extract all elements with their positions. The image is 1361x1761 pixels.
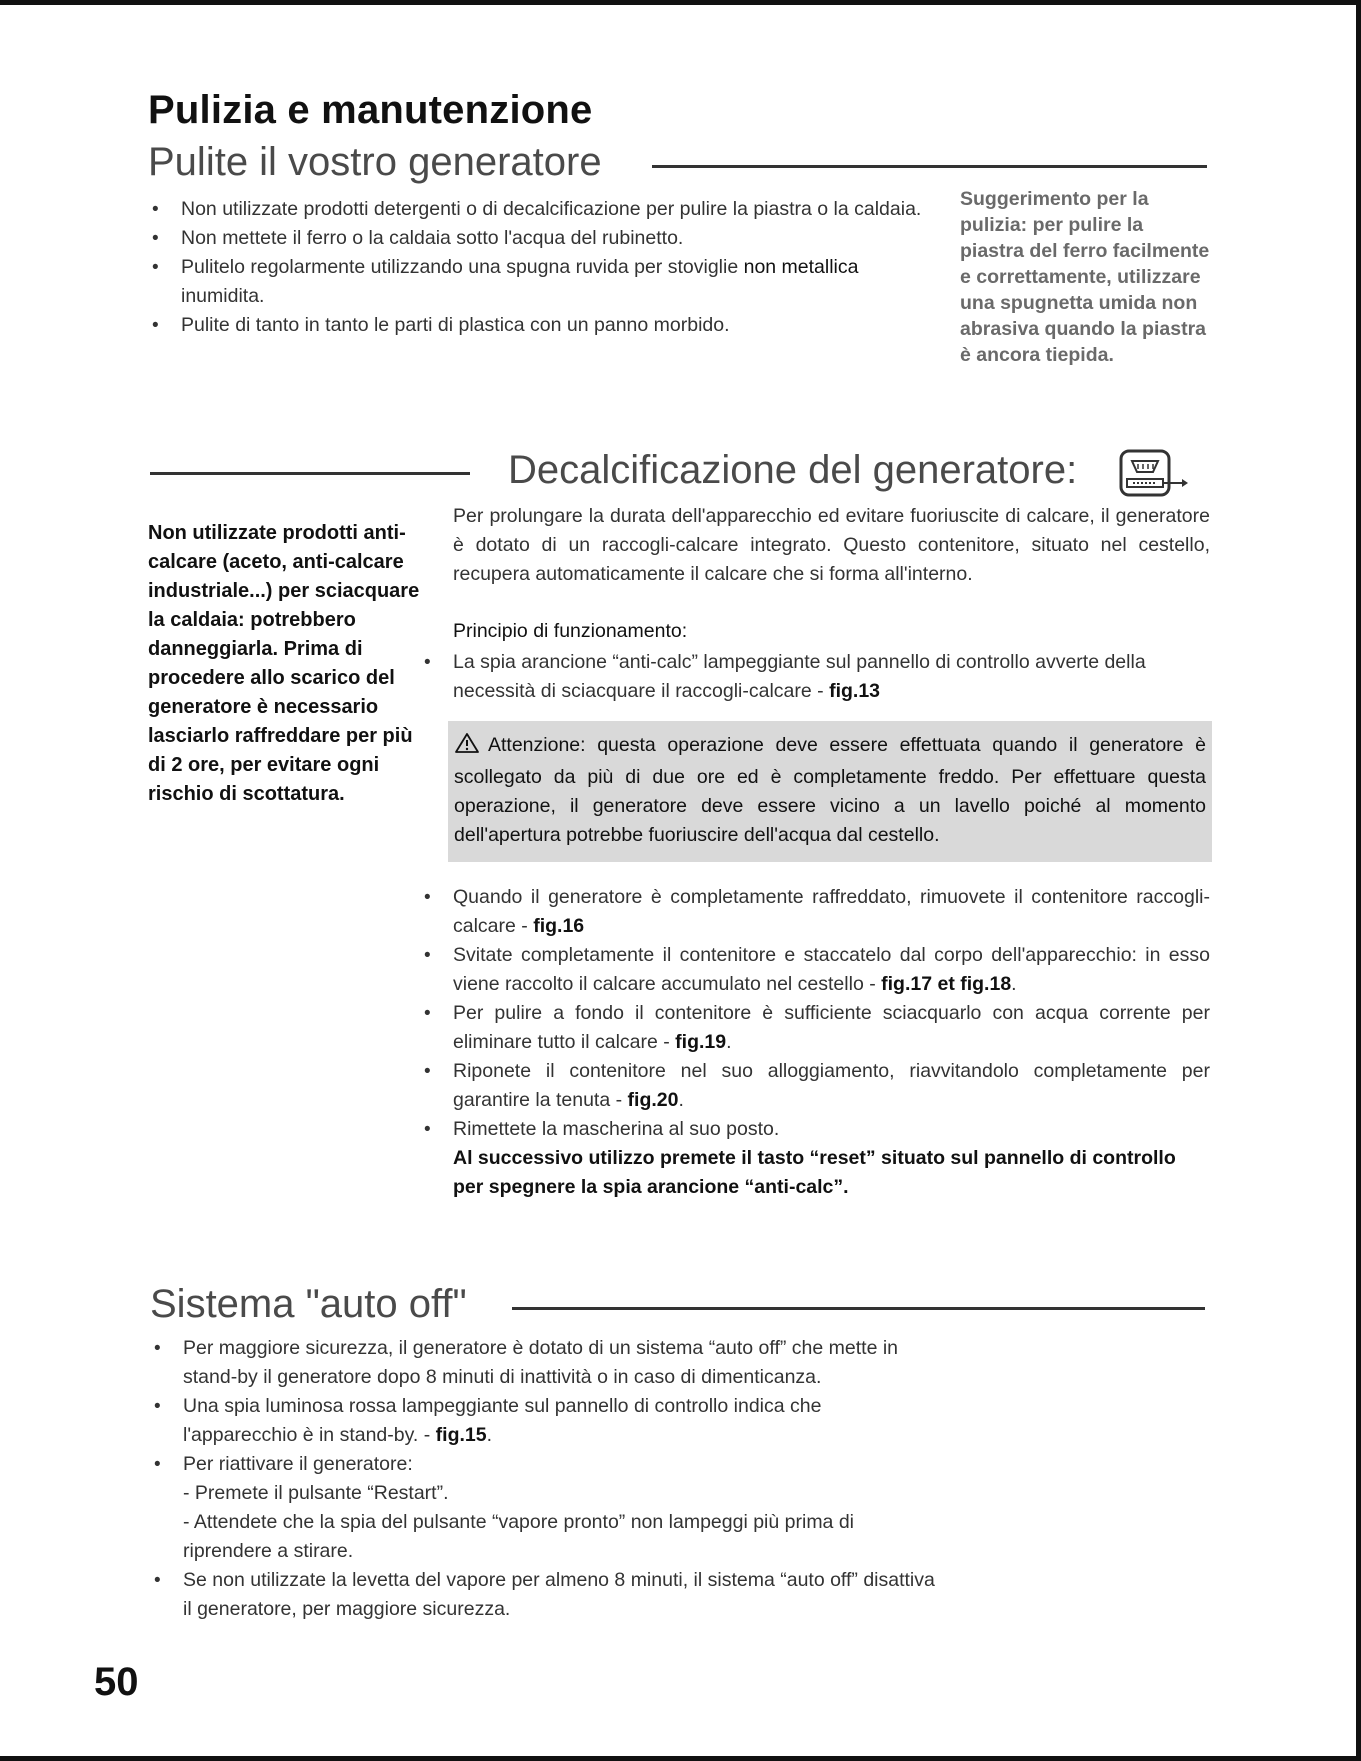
list-subitem: - Premete il pulsante “Restart”. bbox=[183, 1482, 449, 1504]
page-title: Pulizia e manutenzione bbox=[148, 88, 593, 132]
principle-list bbox=[420, 648, 1210, 706]
list-item-text: Per pulire a fondo il contenitore è sufficiente sciacquarlo con acqua corrente per eliminare tutto il calcare - bbox=[453, 1002, 1210, 1053]
descale-intro: Per prolungare la durata dell'apparecchio ed evitare fuoriuscite di calcare, il generatore è dotato di un raccogli-calcare integrato. Questo contenitore, situato nel cestello, recupera automaticamente il calcare che si forma all'interno. bbox=[453, 505, 1210, 585]
list-item bbox=[150, 1392, 940, 1450]
list-item-tail: . bbox=[1011, 973, 1017, 995]
autooff-bullet-list bbox=[150, 1334, 940, 1624]
fig-reference: fig.20 bbox=[627, 1089, 679, 1111]
fig-reference: fig.13 bbox=[829, 680, 881, 702]
list-item bbox=[420, 999, 1210, 1057]
page-number: 50 bbox=[94, 1660, 139, 1704]
list-item-text: • Per riattivare il generatore: bbox=[183, 1453, 413, 1475]
warning-triangle-icon bbox=[454, 732, 480, 763]
fig-reference: fig.17 et fig.18 bbox=[881, 973, 1012, 995]
list-item-tail: . bbox=[678, 1089, 684, 1111]
list-item bbox=[148, 253, 928, 311]
clean-section-rule bbox=[652, 165, 1207, 168]
list-item: • Non mettete il ferro o la caldaia sotto l'acqua del rubinetto. bbox=[148, 224, 928, 253]
clean-section-heading: Pulite il vostro generatore bbox=[148, 140, 602, 184]
list-item: • Pulite di tanto in tanto le parti di plastica con un panno morbido. bbox=[148, 311, 928, 340]
top-edge-bar bbox=[0, 0, 1361, 5]
list-item bbox=[420, 648, 1210, 706]
descale-section-rule bbox=[150, 472, 470, 475]
list-item bbox=[420, 1057, 1210, 1115]
autooff-section-rule bbox=[512, 1307, 1205, 1310]
descale-section-heading: Decalcificazione del generatore: bbox=[508, 448, 1078, 492]
list-item-text: Pulitelo regolarmente utilizzando una spugna ruvida per stoviglie bbox=[181, 256, 739, 278]
list-item-emphasis: non metallica bbox=[743, 256, 859, 278]
list-subitem: - Attendete che la spia del pulsante “vapore pronto” non lampeggi più prima di riprendere a stirare. bbox=[183, 1511, 854, 1562]
descale-steps-list bbox=[420, 883, 1210, 1144]
descale-tray-icon bbox=[1118, 448, 1192, 505]
list-item-tail: inumidita. bbox=[181, 285, 265, 307]
list-item-text: Svitate completamente il contenitore e staccatelo dal corpo dell'apparecchio: in esso viene raccolto il calcare accumulato nel cestello - bbox=[453, 944, 1210, 995]
right-edge-bar bbox=[1356, 0, 1361, 1761]
descale-side-warning: Non utilizzate prodotti anti-calcare (aceto, anti-calcare industriale...) per sciacquare la caldaia: potrebbero danneggiarla. Prima di procedere allo scarico del generatore è necessario lasciarlo raffreddare per più di 2 ore, per evitare ogni rischio di scottatura. bbox=[148, 522, 420, 805]
reset-note: Al successivo utilizzo premete il tasto “reset” situato sul pannello di controllo per spegnere la spia arancione “anti-calc”. bbox=[453, 1147, 1176, 1198]
clean-bullet-list bbox=[148, 195, 928, 340]
cleaning-tip: Suggerimento per la pulizia: per pulire la piastra del ferro facilmente e correttamente, utilizzare una spugnetta umida non abrasiva quando la piastra è ancora tiepida. bbox=[960, 188, 1210, 366]
list-item bbox=[420, 1115, 1210, 1144]
list-item-text: Rimettete la mascherina al suo posto. bbox=[453, 1118, 780, 1140]
list-item bbox=[420, 941, 1210, 999]
list-item-tail: . bbox=[486, 1424, 493, 1446]
fig-reference: fig.19 bbox=[675, 1031, 727, 1053]
fig-reference: fig.16 bbox=[533, 915, 585, 937]
bottom-edge-bar bbox=[0, 1756, 1361, 1761]
list-item-text: Quando il generatore è completamente raffreddato, rimuovete il contenitore raccogli-calcare - bbox=[453, 886, 1210, 937]
list-item bbox=[420, 883, 1210, 941]
autooff-section-heading: Sistema "auto off" bbox=[150, 1282, 467, 1326]
list-item-text: Una spia luminosa rossa lampeggiante sul pannello di controllo indica che l'apparecchio è in stand-by. - bbox=[183, 1395, 822, 1446]
attention-box bbox=[448, 721, 1212, 862]
list-item-text: La spia arancione “anti-calc” lampeggiante sul pannello di controllo avverte della necessità di sciacquare il raccogli-calcare - bbox=[453, 651, 1146, 702]
list-item: • Se non utilizzate la levetta del vapore per almeno 8 minuti, il sistema “auto off” disattiva il generatore, per maggiore sicurezza. bbox=[150, 1566, 940, 1624]
list-item-tail: . bbox=[726, 1031, 732, 1053]
list-item: • Non utilizzate prodotti detergenti o di decalcificazione per pulire la piastra o la caldaia. bbox=[148, 195, 928, 224]
fig-reference: fig.15 bbox=[435, 1424, 487, 1446]
attention-text: Attenzione: questa operazione deve essere effettuata quando il generatore è scollegato da più di due ore ed è completamente freddo. Per effettuare questa operazione, il generatore deve essere vicino a un lavello poiché al momento dell'apertura potrebbe fuoriuscire dell'acqua dal cestello. bbox=[454, 734, 1206, 846]
list-item-text: Riponete il contenitore nel suo alloggiamento, riavvitandolo completamente per garantire la tenuta - bbox=[453, 1060, 1210, 1111]
list-item: • Per maggiore sicurezza, il generatore è dotato di un sistema “auto off” che mette in stand-by il generatore dopo 8 minuti di inattività o in caso di dimenticanza. bbox=[150, 1334, 940, 1392]
principle-label: Principio di funzionamento: bbox=[453, 620, 688, 642]
list-item bbox=[150, 1450, 940, 1566]
